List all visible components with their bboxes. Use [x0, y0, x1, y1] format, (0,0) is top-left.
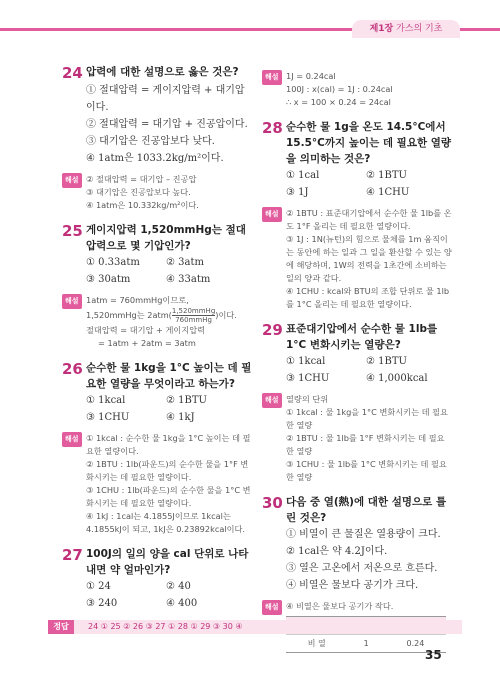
- option: ④ 비열은 물보다 공기가 크다.: [286, 580, 419, 591]
- option: ① 1kcal: [286, 356, 326, 367]
- solution-line: ③ 대기압은 진공압보다 높다.: [86, 187, 191, 197]
- option: ④ 400: [166, 598, 198, 609]
- solution-29: [262, 393, 452, 484]
- question-25: [62, 222, 254, 350]
- option: ③ 1CHU: [286, 373, 330, 384]
- chapter-tab: [352, 20, 460, 38]
- solution-line: ③ 1CHU : 1lb(파운드)의 순수한 물을 1°C 변화시키는 데 필요한 열량이다.: [86, 485, 251, 508]
- question-text: 100J의 일의 양을 cal 단위로 나타내면 약 얼마인가?: [86, 548, 249, 576]
- solution-27: [262, 70, 452, 109]
- question-28: [262, 119, 452, 311]
- option: ③ 30atm: [86, 274, 131, 285]
- solution-line: ② 1BTU : 1lb(파운드)의 순수한 물을 1°F 변화시키는 데 필요한 열량이다.: [86, 459, 249, 482]
- solution-line: ③ 1CHU : 물 1lb를 1°C 변화시키는 데 필요한 열량: [286, 459, 447, 482]
- solution-line: ③ 1J : 1N(뉴턴)의 힘으로 물체를 1m 움직이는 동안에 하는 일과 그 일을 환산할 수 있는 양에 해당하며, 1W의 전력을 1초간에 소비하는 일의 양과 같다.: [286, 234, 452, 283]
- option: ③ 1CHU: [86, 412, 130, 423]
- solution-line: ② 절대압력 = 대기압 – 진공압: [86, 174, 197, 184]
- option: ③ 240: [86, 598, 118, 609]
- question-number: 29: [262, 321, 283, 339]
- question-24: [62, 64, 254, 212]
- option: ① 1kcal: [86, 395, 126, 406]
- option: ② 40: [166, 581, 191, 592]
- question-text: 다음 중 열(熱)에 대한 설명으로 틀린 것은?: [286, 496, 447, 524]
- question-number: 27: [62, 546, 83, 564]
- question-text: 압력에 대한 설명으로 옳은 것은?: [86, 66, 239, 78]
- solution-badge: 해설: [262, 600, 282, 615]
- solution-line: ① 1kcal : 물 1kg을 1°C 변화시키는 데 필요한 열량: [286, 407, 448, 430]
- question-text: 순수한 물 1kg을 1°C 높이는 데 필요한 열량을 무엇이라고 하는가?: [86, 362, 252, 390]
- solution-line: 절대압력 = 대기압 + 게이지압력: [86, 325, 206, 335]
- option: ④ 1atm은 1033.2kg/m²이다.: [86, 153, 224, 164]
- option: ① 절대압력 = 게이지압력 + 대기압이다.: [86, 85, 245, 113]
- option: ② 1BTU: [366, 356, 407, 367]
- solution-line: = 1atm + 2atm = 3atm: [98, 338, 196, 348]
- option: ③ 열은 고온에서 저온으로 흐른다.: [286, 563, 438, 574]
- solution-25: 해설 1atm = 760mmHg이므로, 1,520mmHg는 2atm( $\frac{\text{1,520mmHg}}{\text{760mmHg}}$)이다. 절대압력 = 대기압 + 게이지압력 = 1atm + 2atm = 3atm: [62, 294, 254, 350]
- question-26: [62, 360, 254, 536]
- answer-key-label: 정답: [48, 620, 74, 634]
- question-text: 게이지압력 1,520mmHg는 절대압력으로 몇 기압인가?: [86, 224, 246, 252]
- left-column: [62, 64, 254, 620]
- option: ③ 대기압은 진공압보다 낮다.: [86, 136, 215, 147]
- solution-badge: 해설: [262, 207, 282, 222]
- question-text: 순수한 물 1g을 온도 14.5°C에서 15.5°C까지 높이는 데 필요한 열량을 의미하는 것은?: [286, 121, 452, 165]
- solution-badge: 해설: [262, 70, 282, 85]
- option: ③ 1J: [286, 187, 309, 198]
- option: ① 비열이 큰 물질은 열용량이 크다.: [286, 529, 441, 540]
- solution-26: [62, 432, 254, 536]
- option: ② 1BTU: [166, 395, 207, 406]
- solution-line: 1J = 0.24cal: [286, 71, 336, 81]
- right-column: [262, 70, 452, 663]
- question-29: [262, 321, 452, 484]
- table-cell: 0.24: [385, 635, 446, 653]
- solution-line: ∴ x = 100 × 0.24 = 24cal: [286, 97, 391, 107]
- solution-line: ① 1kcal : 순수한 물 1kg을 1°C 높이는 데 필요한 열량이다.: [86, 433, 251, 456]
- option: ① 1cal: [286, 170, 320, 181]
- solution-line: 1atm = 760mmHg이므로,: [86, 295, 189, 305]
- solution-line: 1,520mmHg는 2atm: [86, 310, 169, 320]
- solution-line: ④ 1atm은 10.332kg/m²이다.: [86, 200, 199, 210]
- question-number: 25: [62, 222, 83, 240]
- question-number: 30: [262, 494, 283, 512]
- page-number: 35: [425, 648, 442, 662]
- chapter-title: 가스의 기초: [396, 24, 443, 34]
- solution-24: [62, 173, 254, 212]
- solution-badge: 해설: [62, 173, 82, 188]
- option: ② 1BTU: [366, 170, 407, 181]
- solution-badge: 해설: [62, 294, 82, 309]
- option: ① 0.33atm: [86, 257, 140, 268]
- solution-line: ② 1BTU : 물 1lb를 1°F 변화시키는 데 필요한 열량: [286, 433, 445, 456]
- solution-line: ④ 비열은 물보다 공기가 작다.: [286, 601, 394, 611]
- answer-key-text: 24 ① 25 ② 26 ③ 27 ① 28 ① 29 ③ 30 ④: [88, 622, 243, 631]
- question-number: 28: [262, 119, 283, 137]
- solution-28: [262, 207, 452, 311]
- option: ② 절대압력 = 대기압 + 진공압이다.: [86, 119, 248, 130]
- option: ② 1cal은 약 4.2J이다.: [286, 546, 388, 557]
- option: ④ 33atm: [166, 274, 211, 285]
- option: ② 3atm: [166, 257, 204, 268]
- solution-badge: 해설: [262, 393, 282, 408]
- option: ④ 1CHU: [366, 187, 410, 198]
- solution-line: ④ 1CHU : kcal와 BTU의 조합 단위로 물 1lb를 1°C 올리는 데 필요한 열량이다.: [286, 286, 450, 309]
- question-number: 24: [62, 64, 83, 82]
- question-number: 26: [62, 360, 83, 378]
- table-cell: 비 열: [286, 635, 348, 653]
- question-text: 표준대기압에서 순수한 물 1lb를 1°C 변화시키는 열량은?: [286, 323, 438, 351]
- fraction: $\frac{\text{1,520mmHg}}{\text{760mmHg}}$: [171, 307, 216, 324]
- solution-line: 100J : x(cal) = 1J : 0.24cal: [286, 84, 393, 94]
- solution-line: ④ 1kJ : 1cal는 4.1855J이므로 1kcal는 4.1855kJ이 되고, 1kJ은 0.23892kcal이다.: [86, 511, 246, 534]
- chapter-label: 제1장: [369, 24, 394, 34]
- solution-line: ② 1BTU : 표준대기압에서 순수한 물 1lb를 온도 1°F 올리는 데 필요한 열량이다.: [286, 208, 452, 231]
- option: ④ 1kJ: [166, 412, 195, 423]
- option: ④ 1,000kcal: [366, 373, 428, 384]
- solution-badge: 해설: [62, 432, 82, 447]
- answer-key-bar: [48, 620, 462, 634]
- table-cell: 1: [348, 635, 385, 653]
- question-27: [62, 546, 254, 612]
- option: ① 24: [86, 581, 111, 592]
- solution-line: 열량의 단위: [286, 394, 329, 404]
